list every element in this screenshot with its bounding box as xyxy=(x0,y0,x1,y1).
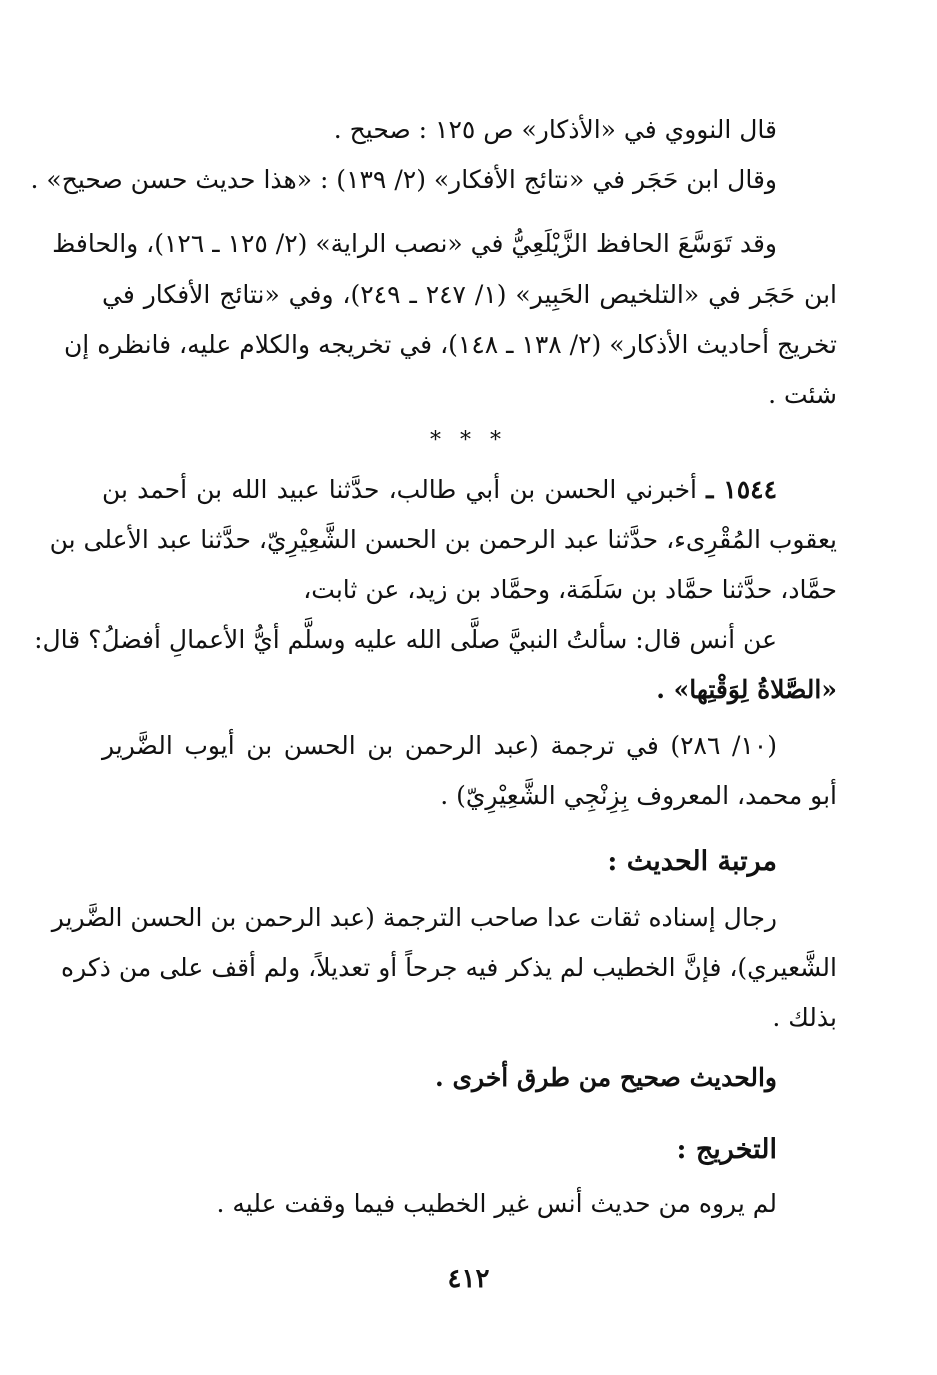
hadith-line1 xyxy=(102,470,777,510)
paragraph2-line4: شئت . xyxy=(768,380,837,409)
hadith-line3: حمَّاد، حدَّثنا حمَّاد بن سَلَمَة، وحمَّاد بن زيد، عن ثابت، xyxy=(303,575,837,604)
reference-line2: أبو محمد، المعروف بِزِنْجِي الشَّعِيْرِيّ) . xyxy=(440,781,837,810)
paragraph2-line2: ابن حَجَر في «التلخيص الحَبِير» (١/ ٢٤٧ ـ ٢٤٩)، وفي «نتائج الأفكار في xyxy=(102,280,837,309)
takhrij-heading: التخريج : xyxy=(676,1134,777,1165)
reference-line1: (١٠/ ٢٨٦) في ترجمة (عبد الرحمن بن الحسن بن أيوب الضَّرير xyxy=(102,731,777,760)
paragraph2-line3: تخريج أحاديث الأذكار» (٢/ ١٣٨ ـ ١٤٨)، في تخريجه والكلام عليه، فانظره إن xyxy=(63,330,837,359)
section-separator: * * * xyxy=(430,428,507,453)
hadith-number: ١٥٤٤ ـ xyxy=(706,475,777,504)
hadith-line4: عن أنس قال: سألتُ النبيَّ صلَّى الله عليه وسلَّم أيُّ الأعمالِ أفضلُ؟ قال: xyxy=(34,625,777,654)
takhrij-line1: لم يروه من حديث أنس غير الخطيب فيما وقفت عليه . xyxy=(216,1189,777,1218)
paragraph1-line2: وقال ابن حَجَر في «نتائج الأفكار» (٢/ ١٣٩) : «هذا حديث حسن صحيح» . xyxy=(30,165,777,194)
paragraph2-line1: وقد تَوَسَّعَ الحافظ الزَّيْلَعِيُّ في «نصب الراية» (٢/ ١٢٥ ـ ١٢٦)، والحافظ xyxy=(52,229,777,258)
grading-conclusion: والحديث صحيح من طرق أخرى . xyxy=(435,1063,777,1092)
grading-line3: بذلك . xyxy=(772,1003,837,1032)
grading-heading: مرتبة الحديث : xyxy=(607,846,777,877)
hadith-line1-text: أخبرني الحسن بن أبي طالب، حدَّثنا عبيد الله بن أحمد بن xyxy=(102,475,697,504)
grading-line1: رجال إسناده ثقات عدا صاحب الترجمة (عبد الرحمن بن الحسن الضَّرير xyxy=(51,903,777,932)
hadith-line2: يعقوب المُقْرِىء، حدَّثنا عبد الرحمن بن الحسن الشَّعِيْرِيّ، حدَّثنا عبد الأعلى بن xyxy=(49,525,837,554)
page-number: ٤١٢ xyxy=(447,1264,490,1294)
paragraph1-line1: قال النووي في «الأذكار» ص ١٢٥ : صحيح . xyxy=(333,115,777,144)
grading-line2: الشَّعيري)، فإنَّ الخطيب لم يذكر فيه جرحاً أو تعديلاً، ولم أقف على من ذكره xyxy=(60,953,837,982)
hadith-line5: «الصَّلاةُ لِوَقْتِها» . xyxy=(656,675,837,704)
